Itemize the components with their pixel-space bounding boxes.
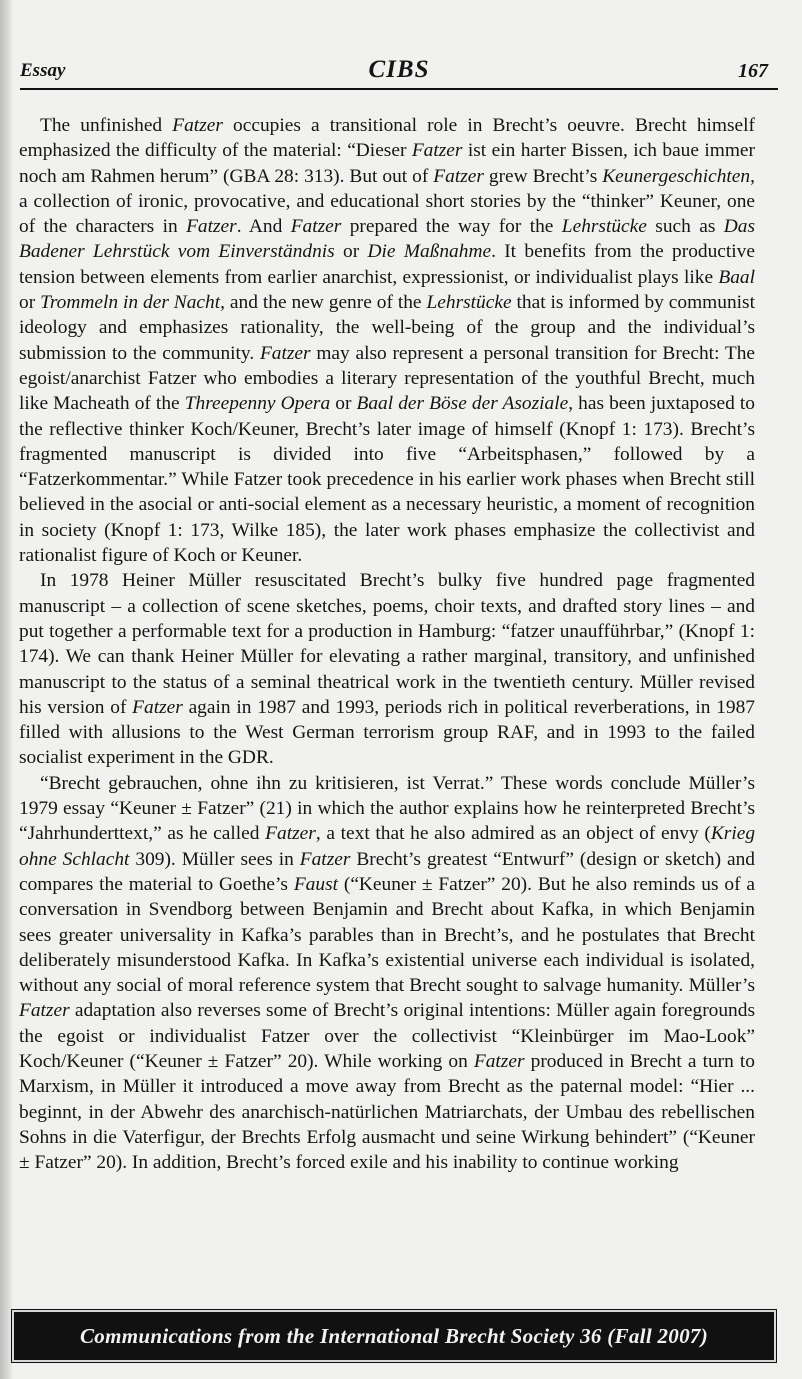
italic-title: Threepenny Opera — [184, 393, 331, 415]
text-run: , and the new genre of the — [220, 292, 427, 314]
italic-title: Trommeln in der Nacht — [40, 292, 221, 314]
text-run: or — [19, 292, 41, 314]
italic-title: Fatzer — [433, 165, 484, 187]
text-run: “Brecht gebrauchen, ohne ihn zu kritisieren, ist Verrat.” These words conclude Müller’s 1979 essay “Keuner ± Fatzer” (21) in which the author explains how he reinterpreted Brecht’s “Jahrhunderttext,” as he called — [19, 772, 755, 845]
text-run: may also represent a personal transition for Brecht: The egoist/anarchist Fatzer who embodies a literary representation of the youthful Brecht, much like Macheath of the — [19, 342, 756, 415]
paragraph — [19, 771, 755, 1176]
essay-body — [19, 113, 755, 1175]
text-run: Brecht’s greatest “Entwurf” (design or sketch) and compares the material to Goethe’s — [19, 848, 755, 895]
italic-title: Fatzer — [186, 216, 237, 238]
text-run: . And — [236, 216, 291, 238]
text-run: ist ein harter Bissen, ich baue immer noch am Rahmen herum” (GBA 28: 313). But out of — [19, 140, 755, 187]
text-run: In 1978 Heiner Müller resuscitated Brecht’s bulky five hundred page fragmented manuscript – a collection of scene sketches, poems, choir texts, and drafted story lines – and put together a performable text for a production in Hamburg: “fatzer unaufführbar,” (Knopf 1: 174). We can thank Heiner Müller for elevating a rather marginal, transitory, and unfinished manuscript to the status of a seminal theatrical work in the twentieth century. Müller revised his version of — [19, 570, 755, 718]
italic-title: Fatzer — [473, 1050, 525, 1072]
italic-title: Fatzer — [265, 823, 316, 845]
text-run: , a text that he also admired as an object of envy ( — [315, 823, 711, 845]
italic-title: Das Badener Lehrstück vom Einverständnis — [19, 216, 756, 263]
footer-banner — [12, 1310, 776, 1362]
italic-title: Faust — [293, 873, 338, 895]
text-run: produced in Brecht a turn to Marxism, in Müller it introduced a move away from Brecht as the paternal model: “Hier ... beginnt, in der Abwehr des anarchisch-natürlichen Matriarchats, der Umbau des rebellischen Sohns in die Vaterfigur, der Brechts Erfolg ausmacht und seine Wirkung behindert” (“Keuner ± Fatzer” 20). In addition, Brecht’s forced exile and his inability to continue working — [19, 1050, 755, 1174]
italic-title: Fatzer — [172, 115, 223, 136]
text-run: The unfinished — [40, 115, 173, 136]
paragraph — [19, 113, 755, 568]
text-run: or — [330, 393, 357, 415]
text-run: that is informed by communist ideology and emphasizes rationality, the well-being of the group and the individual’s submission to the community. — [19, 292, 755, 364]
running-header — [20, 56, 778, 86]
text-run: again in 1987 and 1993, periods rich in political reverberations, in 1987 filled with allusions to the West German terrorism group RAF, and in 1993 to the failed socialist experiment in the GDR. — [19, 696, 755, 769]
text-run: adaptation also reverses some of Brecht’s original intentions: Müller again foregrounds the egoist or individualist Fatzer over the collectivist “Kleinbürger im Mao-Look” Koch/Keuner (“Keuner ± Fatzer” 20). While working on — [19, 1000, 755, 1072]
italic-title: Baal — [718, 266, 755, 288]
italic-title: Die Maßnahme — [367, 241, 492, 263]
footer-text: Communications from the International Brecht Society 36 (Fall 2007) — [80, 1323, 708, 1348]
italic-title: Baal der Böse der Asoziale — [356, 393, 569, 415]
journal-title: CIBS — [368, 56, 430, 83]
text-run: or — [334, 241, 368, 263]
text-run: prepared the way for the — [341, 216, 562, 238]
section-label: Essay — [20, 60, 66, 81]
text-run: 309). Müller sees in — [129, 848, 300, 870]
paragraph — [19, 568, 755, 770]
text-run: . It benefits from the productive tension between elements from earlier anarchist, expressionist, or individualist plays like — [19, 241, 755, 288]
text-run: (“Keuner ± Fatzer” 20). But he also reminds us of a conversation in Svendborg between Benjamin and Brecht about Kafka, in which Benjamin sees greater universality in Kafka’s parables than in Brecht’s, and he postulates that Brecht deliberately misunderstood Kafka. In Kafka’s existential universe each individual is isolated, without any social of moral reference system that Brecht sought to salvage humanity. Müller’s — [19, 873, 755, 997]
italic-title: Lehrstücke — [561, 216, 647, 238]
italic-title: Fatzer — [132, 696, 183, 718]
text-run: , has been juxtaposed to the reflective thinker Koch/Keuner, Brecht’s later image of himself (Knopf 1: 173). Brecht’s fragmented manuscript is divided into five “Arbeitsphasen,” followed by a “Fatzerkommentar.” While Fatzer took precedence in his earlier work phases when Brecht still believed in the asocial or anti-social element as a necessary heuristic, a moment of recognition in society (Knopf 1: 173, Wilke 185), the later work phases emphasize the collectivist and rationalist figure of Koch or Keuner. — [19, 393, 755, 567]
text-run: such as — [646, 216, 724, 238]
header-rule — [20, 88, 778, 90]
italic-title: Fatzer — [299, 848, 351, 870]
italic-title: Fatzer — [290, 216, 342, 238]
italic-title: Fatzer — [259, 342, 311, 364]
italic-title: Fatzer — [411, 140, 463, 162]
page-edge-shadow — [0, 0, 12, 1379]
text-run: grew Brecht’s — [483, 165, 603, 187]
italic-title: Keunergeschichten — [602, 165, 751, 187]
page-number: 167 — [738, 60, 768, 82]
text-run: , a collection of ironic, provocative, and educational short stories by the “thinker” Keuner, one of the characters in — [19, 165, 755, 238]
italic-title: Lehrstücke — [426, 292, 512, 314]
italic-title: Fatzer — [19, 1000, 70, 1022]
italic-title: Krieg ohne Schlacht — [19, 823, 756, 870]
text-run: occupies a transitional role in Brecht’s oeuvre. Brecht himself emphasized the difficulty of the material: “Dieser — [19, 115, 756, 162]
